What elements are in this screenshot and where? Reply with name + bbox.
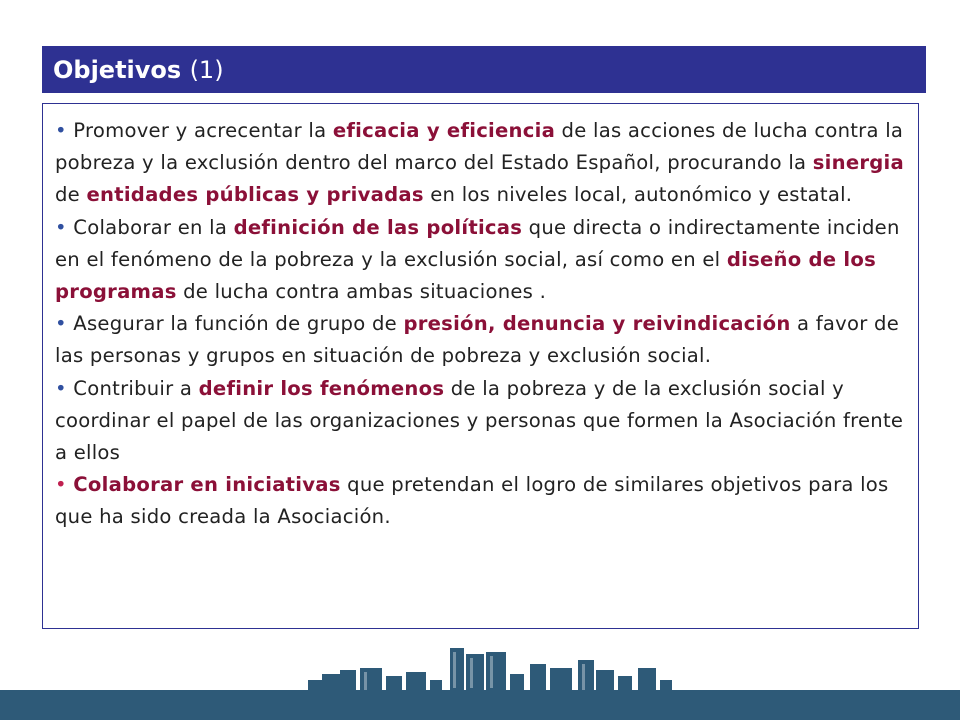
bullet-dot-icon: • (55, 215, 74, 239)
bullet-dot-icon: • (55, 312, 74, 336)
highlighted-phrase: presión, denuncia y reivindicación (403, 312, 791, 336)
bullet-dot-icon: • (55, 376, 74, 400)
objective-item (55, 469, 906, 533)
body-text: de las acciones de lucha contra la pobreza y la exclusión dentro del marco del Estado Español, procurando la (55, 119, 904, 175)
slide-title-number: (1) (189, 55, 224, 84)
highlighted-phrase: Colaborar en iniciativas (73, 473, 341, 497)
body-text: que pretendan el logro de similares objetivos para los que ha sido creada la Asociación. (55, 473, 889, 529)
objective-item (55, 115, 906, 212)
highlighted-phrase: definir los fenómenos (198, 376, 445, 400)
objectives-box (42, 103, 919, 629)
body-text: de lucha contra ambas situaciones . (176, 280, 547, 304)
objective-item (55, 373, 906, 470)
body-text: Contribuir a (73, 376, 199, 400)
city-skyline-graphic (300, 640, 800, 692)
highlighted-phrase: eficacia y eficiencia (332, 119, 556, 142)
highlighted-phrase: entidades públicas y privadas (86, 183, 424, 207)
title-bar (42, 46, 926, 93)
highlighted-phrase: diseño de los programas (55, 247, 877, 304)
objective-item (55, 308, 906, 372)
bullet-dot-icon: • (55, 119, 74, 142)
slide-title-text: Objetivos (53, 55, 182, 84)
objective-item (55, 212, 906, 309)
body-text: a favor de las personas y grupos en situación de pobreza y exclusión social. (55, 312, 900, 368)
body-text: que directa o indirectamente inciden en el fenómeno de la pobreza y la exclusión social, así como en el (55, 215, 900, 271)
body-text: de (55, 183, 87, 207)
footer-band (0, 690, 960, 720)
slide-title (53, 56, 224, 84)
body-text: Colaborar en la (73, 215, 234, 239)
body-text: de la pobreza y de la exclusión social y coordinar el papel de las organizaciones y personas que formen la Asociación frente a ellos (55, 376, 904, 465)
highlighted-phrase: sinergia (812, 151, 904, 175)
bullet-dot-icon: • (55, 473, 74, 497)
body-text: en los niveles local, autonómico y estatal. (423, 183, 853, 207)
highlighted-phrase: definición de las políticas (233, 215, 523, 239)
body-text: Asegurar la función de grupo de (73, 312, 404, 336)
body-text: Promover y acrecentar la (73, 119, 333, 142)
